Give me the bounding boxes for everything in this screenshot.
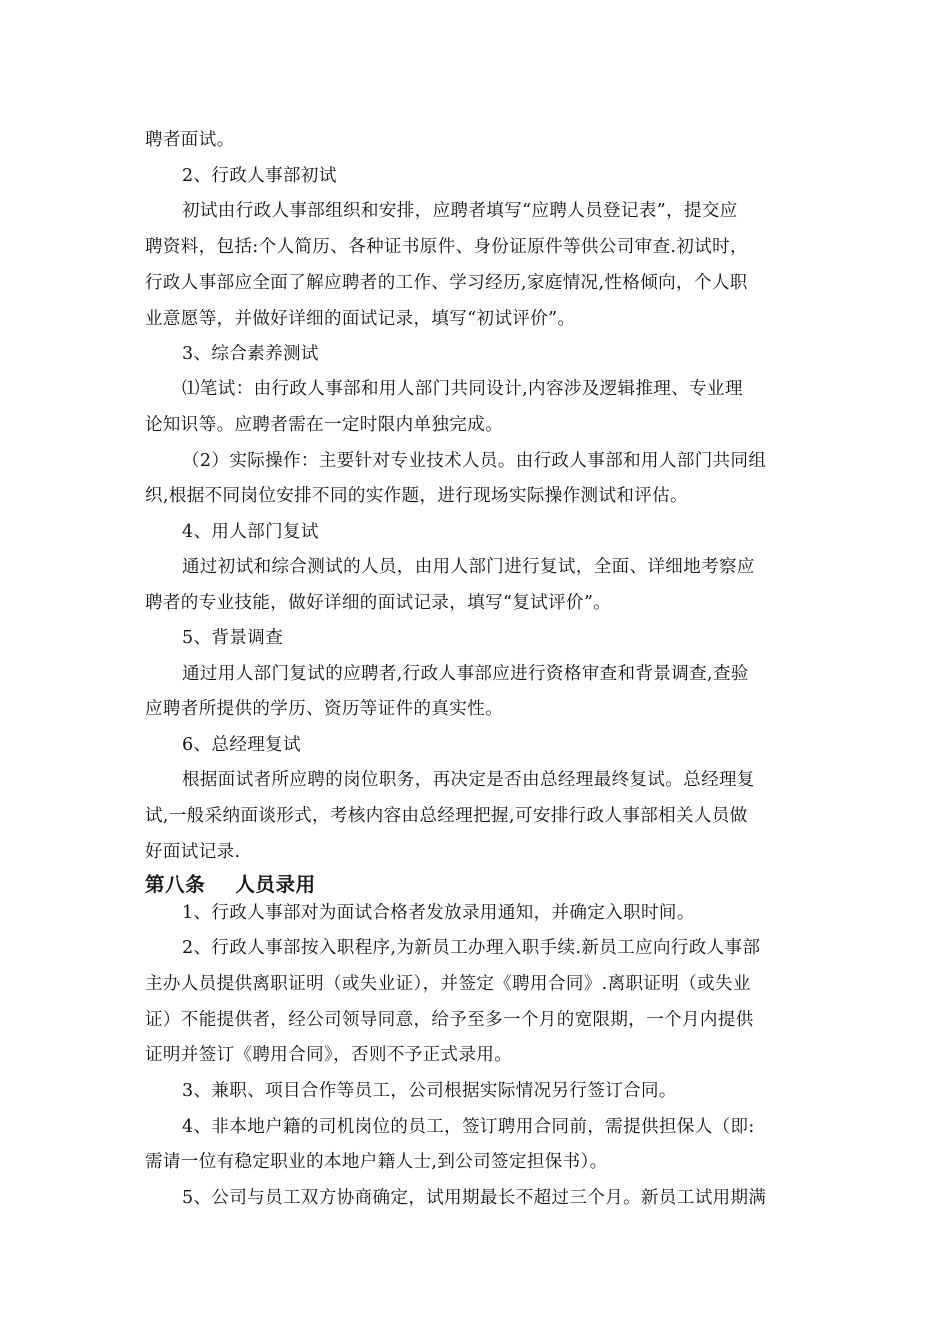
paragraph-line: 需请一位有稳定职业的本地户籍人士,到公司签定担保书）。 xyxy=(145,1152,608,1172)
paragraph-line: 初试由行政人事部组织和安排，应聘者填写“应聘人员登记表”，提交应 xyxy=(182,201,738,221)
item-heading: 2、行政人事部初试 xyxy=(182,166,337,186)
paragraph-line: 4、非本地户籍的司机岗位的员工，签订聘用合同前，需提供担保人（即: xyxy=(182,1117,755,1137)
paragraph-line: 好面试记录. xyxy=(145,842,241,862)
section-heading xyxy=(145,872,316,898)
section-number: 第八条 xyxy=(145,873,206,896)
paragraph-line: 2、行政人事部按入职程序,为新员工办理入职手续.新员工应向行政人事部 xyxy=(182,938,761,958)
paragraph-line: 聘者的专业技能，做好详细的面试记录，填写“复试评价”。 xyxy=(145,593,612,613)
paragraph-line: ⑴笔试：由行政人事部和用人部门共同设计,内容涉及逻辑推理、专业理 xyxy=(182,379,743,399)
section-title: 人员录用 xyxy=(235,873,316,896)
paragraph-line: 聘者面试。 xyxy=(145,130,235,150)
paragraph-line: 证）不能提供者，经公司领导同意，给予至多一个月的宽限期，一个月内提供 xyxy=(145,1010,754,1030)
item-heading: 4、用人部门复试 xyxy=(182,522,319,542)
paragraph-line: 聘资料，包括:个人简历、各种证书原件、身份证原件等供公司审查.初试时， xyxy=(145,237,748,257)
paragraph-line: 1、行政人事部对为面试合格者发放录用通知，并确定入职时间。 xyxy=(182,903,695,923)
paragraph-line: （2）实际操作：主要针对专业技术人员。由行政人事部和用人部门共同组 xyxy=(182,451,767,471)
item-heading: 5、背景调查 xyxy=(182,628,284,648)
item-heading: 6、总经理复试 xyxy=(182,735,301,755)
paragraph-line: 行政人事部应全面了解应聘者的工作、学习经历,家庭情况,性格倾向，个人职 xyxy=(145,273,748,293)
paragraph-line: 证明并签订《聘用合同》，否则不予正式录用。 xyxy=(145,1045,513,1065)
paragraph-line: 通过用人部门复试的应聘者,行政人事部应进行资格审查和背景调查,查验 xyxy=(182,664,749,684)
paragraph-line: 论知识等。应聘者需在一定时限内单独完成。 xyxy=(145,415,503,435)
paragraph-line: 业意愿等，并做好详细的面试记录，填写“初试评价”。 xyxy=(145,309,576,329)
item-heading: 3、综合素养测试 xyxy=(182,344,319,364)
paragraph-line: 试,一般采纳面谈形式，考核内容由总经理把握,可安排行政人事部相关人员做 xyxy=(145,806,748,826)
paragraph-line: 根据面试者所应聘的岗位职务，再决定是否由总经理最终复试。总经理复 xyxy=(182,770,755,790)
paragraph-line: 织,根据不同岗位安排不同的实作题，进行现场实际操作测试和评估。 xyxy=(145,486,688,506)
paragraph-line: 主办人员提供离职证明（或失业证），并签定《聘用合同》.离职证明（或失业 xyxy=(145,974,751,994)
paragraph-line: 应聘者所提供的学历、资历等证件的真实性。 xyxy=(145,699,503,719)
paragraph-line: 3、兼职、项目合作等员工，公司根据实际情况另行签订合同。 xyxy=(182,1081,677,1101)
paragraph-line: 5、公司与员工双方协商确定，试用期最长不超过三个月。新员工试用期满 xyxy=(182,1188,767,1208)
paragraph-line: 通过初试和综合测试的人员，由用人部门进行复试，全面、详细地考察应 xyxy=(182,557,755,577)
